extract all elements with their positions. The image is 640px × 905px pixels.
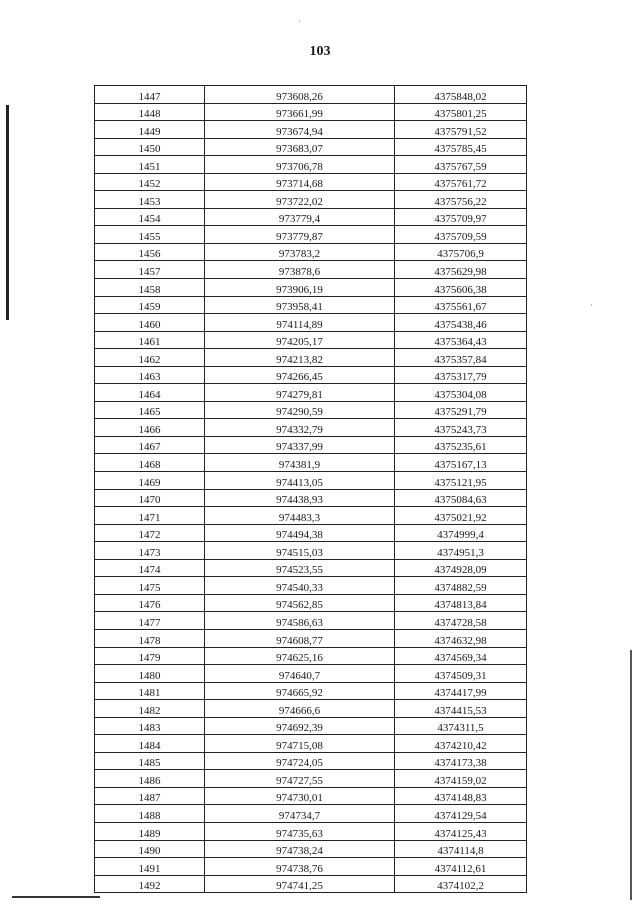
left-margin-scan-line	[6, 105, 9, 320]
x-coordinate-cell: 974741,25	[205, 875, 395, 893]
point-number-cell: 1447	[95, 86, 205, 104]
scan-speck: ·	[590, 300, 593, 310]
table-row	[95, 875, 527, 893]
point-number-cell: 1449	[95, 121, 205, 139]
x-coordinate-cell: 973674,94	[205, 121, 395, 139]
x-coordinate-cell: 974625,16	[205, 647, 395, 665]
coordinates-table	[94, 85, 527, 893]
point-number-cell: 1485	[95, 752, 205, 770]
point-number-cell: 1479	[95, 647, 205, 665]
point-number-cell: 1472	[95, 524, 205, 542]
point-number-cell: 1451	[95, 156, 205, 174]
x-coordinate-cell: 974586,63	[205, 612, 395, 630]
table-row	[95, 559, 527, 577]
table-row	[95, 384, 527, 402]
x-coordinate-cell: 974290,59	[205, 401, 395, 419]
y-coordinate-cell: 4374632,98	[395, 629, 527, 647]
point-number-cell: 1483	[95, 717, 205, 735]
y-coordinate-cell: 4374882,59	[395, 577, 527, 595]
y-coordinate-cell: 4375235,61	[395, 436, 527, 454]
table-row	[95, 208, 527, 226]
table-row	[95, 173, 527, 191]
point-number-cell: 1486	[95, 770, 205, 788]
point-number-cell: 1448	[95, 103, 205, 121]
x-coordinate-cell: 974608,77	[205, 629, 395, 647]
table-row	[95, 138, 527, 156]
y-coordinate-cell: 4375317,79	[395, 366, 527, 384]
x-coordinate-cell: 974413,05	[205, 472, 395, 490]
y-coordinate-cell: 4375364,43	[395, 331, 527, 349]
table-row	[95, 489, 527, 507]
scan-speck: ·	[298, 16, 301, 26]
table-row	[95, 349, 527, 367]
point-number-cell: 1455	[95, 226, 205, 244]
y-coordinate-cell: 4374129,54	[395, 805, 527, 823]
point-number-cell: 1481	[95, 682, 205, 700]
x-coordinate-cell: 973722,02	[205, 191, 395, 209]
point-number-cell: 1492	[95, 875, 205, 893]
y-coordinate-cell: 4375021,92	[395, 507, 527, 525]
table-row	[95, 366, 527, 384]
y-coordinate-cell: 4375167,13	[395, 454, 527, 472]
y-coordinate-cell: 4374173,38	[395, 752, 527, 770]
table-row	[95, 103, 527, 121]
table-row	[95, 507, 527, 525]
y-coordinate-cell: 4375709,97	[395, 208, 527, 226]
y-coordinate-cell: 4375629,98	[395, 261, 527, 279]
y-coordinate-cell: 4375785,45	[395, 138, 527, 156]
y-coordinate-cell: 4374569,34	[395, 647, 527, 665]
y-coordinate-cell: 4375291,79	[395, 401, 527, 419]
point-number-cell: 1460	[95, 314, 205, 332]
table-row	[95, 226, 527, 244]
table-row	[95, 331, 527, 349]
x-coordinate-cell: 974540,33	[205, 577, 395, 595]
x-coordinate-cell: 974665,92	[205, 682, 395, 700]
point-number-cell: 1482	[95, 700, 205, 718]
point-number-cell: 1453	[95, 191, 205, 209]
y-coordinate-cell: 4375243,73	[395, 419, 527, 437]
x-coordinate-cell: 974266,45	[205, 366, 395, 384]
y-coordinate-cell: 4375801,25	[395, 103, 527, 121]
table-row	[95, 665, 527, 683]
y-coordinate-cell: 4374728,58	[395, 612, 527, 630]
point-number-cell: 1457	[95, 261, 205, 279]
point-number-cell: 1469	[95, 472, 205, 490]
point-number-cell: 1480	[95, 665, 205, 683]
y-coordinate-cell: 4374951,3	[395, 542, 527, 560]
x-coordinate-cell: 974734,7	[205, 805, 395, 823]
point-number-cell: 1458	[95, 279, 205, 297]
table-row	[95, 472, 527, 490]
x-coordinate-cell: 973608,26	[205, 86, 395, 104]
point-number-cell: 1471	[95, 507, 205, 525]
point-number-cell: 1466	[95, 419, 205, 437]
x-coordinate-cell: 974114,89	[205, 314, 395, 332]
point-number-cell: 1465	[95, 401, 205, 419]
point-number-cell: 1454	[95, 208, 205, 226]
table-row	[95, 822, 527, 840]
point-number-cell: 1452	[95, 173, 205, 191]
x-coordinate-cell: 974738,24	[205, 840, 395, 858]
table-row	[95, 700, 527, 718]
point-number-cell: 1450	[95, 138, 205, 156]
table-row	[95, 840, 527, 858]
x-coordinate-cell: 974692,39	[205, 717, 395, 735]
table-row	[95, 419, 527, 437]
point-number-cell: 1491	[95, 858, 205, 876]
point-number-cell: 1475	[95, 577, 205, 595]
y-coordinate-cell: 4375756,22	[395, 191, 527, 209]
point-number-cell: 1459	[95, 296, 205, 314]
x-coordinate-cell: 974715,08	[205, 735, 395, 753]
x-coordinate-cell: 973906,19	[205, 279, 395, 297]
point-number-cell: 1461	[95, 331, 205, 349]
y-coordinate-cell: 4375767,59	[395, 156, 527, 174]
point-number-cell: 1456	[95, 243, 205, 261]
y-coordinate-cell: 4374148,83	[395, 787, 527, 805]
y-coordinate-cell: 4374112,61	[395, 858, 527, 876]
table-row	[95, 647, 527, 665]
table-row	[95, 629, 527, 647]
point-number-cell: 1476	[95, 594, 205, 612]
table-row	[95, 787, 527, 805]
y-coordinate-cell: 4375357,84	[395, 349, 527, 367]
point-number-cell: 1489	[95, 822, 205, 840]
y-coordinate-cell: 4374102,2	[395, 875, 527, 893]
table-row	[95, 191, 527, 209]
y-coordinate-cell: 4375791,52	[395, 121, 527, 139]
point-number-cell: 1473	[95, 542, 205, 560]
x-coordinate-cell: 973706,78	[205, 156, 395, 174]
x-coordinate-cell: 974735,63	[205, 822, 395, 840]
x-coordinate-cell: 973878,6	[205, 261, 395, 279]
point-number-cell: 1474	[95, 559, 205, 577]
y-coordinate-cell: 4374999,4	[395, 524, 527, 542]
table-row	[95, 752, 527, 770]
x-coordinate-cell: 973714,68	[205, 173, 395, 191]
x-coordinate-cell: 973779,4	[205, 208, 395, 226]
table-row	[95, 524, 527, 542]
y-coordinate-cell: 4374311,5	[395, 717, 527, 735]
point-number-cell: 1467	[95, 436, 205, 454]
table-row	[95, 805, 527, 823]
x-coordinate-cell: 974666,6	[205, 700, 395, 718]
table-row	[95, 735, 527, 753]
point-number-cell: 1464	[95, 384, 205, 402]
point-number-cell: 1470	[95, 489, 205, 507]
y-coordinate-cell: 4374415,53	[395, 700, 527, 718]
point-number-cell: 1478	[95, 629, 205, 647]
x-coordinate-cell: 974483,3	[205, 507, 395, 525]
table-row	[95, 401, 527, 419]
x-coordinate-cell: 973958,41	[205, 296, 395, 314]
x-coordinate-cell: 974515,03	[205, 542, 395, 560]
y-coordinate-cell: 4374417,99	[395, 682, 527, 700]
y-coordinate-cell: 4374125,43	[395, 822, 527, 840]
point-number-cell: 1484	[95, 735, 205, 753]
table-row	[95, 577, 527, 595]
x-coordinate-cell: 973779,87	[205, 226, 395, 244]
table-row	[95, 454, 527, 472]
point-number-cell: 1487	[95, 787, 205, 805]
x-coordinate-cell: 974332,79	[205, 419, 395, 437]
table-row	[95, 770, 527, 788]
bottom-scan-line	[12, 896, 100, 898]
y-coordinate-cell: 4375304,08	[395, 384, 527, 402]
y-coordinate-cell: 4374210,42	[395, 735, 527, 753]
y-coordinate-cell: 4374928,09	[395, 559, 527, 577]
x-coordinate-cell: 974205,17	[205, 331, 395, 349]
x-coordinate-cell: 973783,2	[205, 243, 395, 261]
table-row	[95, 156, 527, 174]
table-row	[95, 279, 527, 297]
right-margin-scan-line	[630, 650, 632, 900]
y-coordinate-cell: 4374813,84	[395, 594, 527, 612]
point-number-cell: 1490	[95, 840, 205, 858]
table-row	[95, 261, 527, 279]
table-row	[95, 86, 527, 104]
table-row	[95, 436, 527, 454]
page-number: 103	[309, 44, 331, 59]
table-row	[95, 612, 527, 630]
point-number-cell: 1477	[95, 612, 205, 630]
point-number-cell: 1463	[95, 366, 205, 384]
x-coordinate-cell: 973661,99	[205, 103, 395, 121]
table-row	[95, 682, 527, 700]
y-coordinate-cell: 4374159,02	[395, 770, 527, 788]
table-row	[95, 594, 527, 612]
y-coordinate-cell: 4375761,72	[395, 173, 527, 191]
table-row	[95, 296, 527, 314]
table-row	[95, 542, 527, 560]
coordinates-table-body	[95, 86, 527, 893]
x-coordinate-cell: 974337,99	[205, 436, 395, 454]
x-coordinate-cell: 974562,85	[205, 594, 395, 612]
x-coordinate-cell: 974279,81	[205, 384, 395, 402]
x-coordinate-cell: 974523,55	[205, 559, 395, 577]
x-coordinate-cell: 974213,82	[205, 349, 395, 367]
table-row	[95, 314, 527, 332]
table-row	[95, 243, 527, 261]
y-coordinate-cell: 4375848,02	[395, 86, 527, 104]
x-coordinate-cell: 974494,38	[205, 524, 395, 542]
x-coordinate-cell: 974640,7	[205, 665, 395, 683]
x-coordinate-cell: 974438,93	[205, 489, 395, 507]
point-number-cell: 1468	[95, 454, 205, 472]
x-coordinate-cell: 974727,55	[205, 770, 395, 788]
x-coordinate-cell: 974381,9	[205, 454, 395, 472]
y-coordinate-cell: 4375084,63	[395, 489, 527, 507]
y-coordinate-cell: 4374509,31	[395, 665, 527, 683]
table-row	[95, 858, 527, 876]
y-coordinate-cell: 4375438,46	[395, 314, 527, 332]
x-coordinate-cell: 974738,76	[205, 858, 395, 876]
y-coordinate-cell: 4375561,67	[395, 296, 527, 314]
point-number-cell: 1462	[95, 349, 205, 367]
x-coordinate-cell: 973683,07	[205, 138, 395, 156]
table-row	[95, 121, 527, 139]
point-number-cell: 1488	[95, 805, 205, 823]
y-coordinate-cell: 4375606,38	[395, 279, 527, 297]
y-coordinate-cell: 4375709,59	[395, 226, 527, 244]
y-coordinate-cell: 4374114,8	[395, 840, 527, 858]
x-coordinate-cell: 974724,05	[205, 752, 395, 770]
y-coordinate-cell: 4375121,95	[395, 472, 527, 490]
table-row	[95, 717, 527, 735]
x-coordinate-cell: 974730,01	[205, 787, 395, 805]
y-coordinate-cell: 4375706,9	[395, 243, 527, 261]
